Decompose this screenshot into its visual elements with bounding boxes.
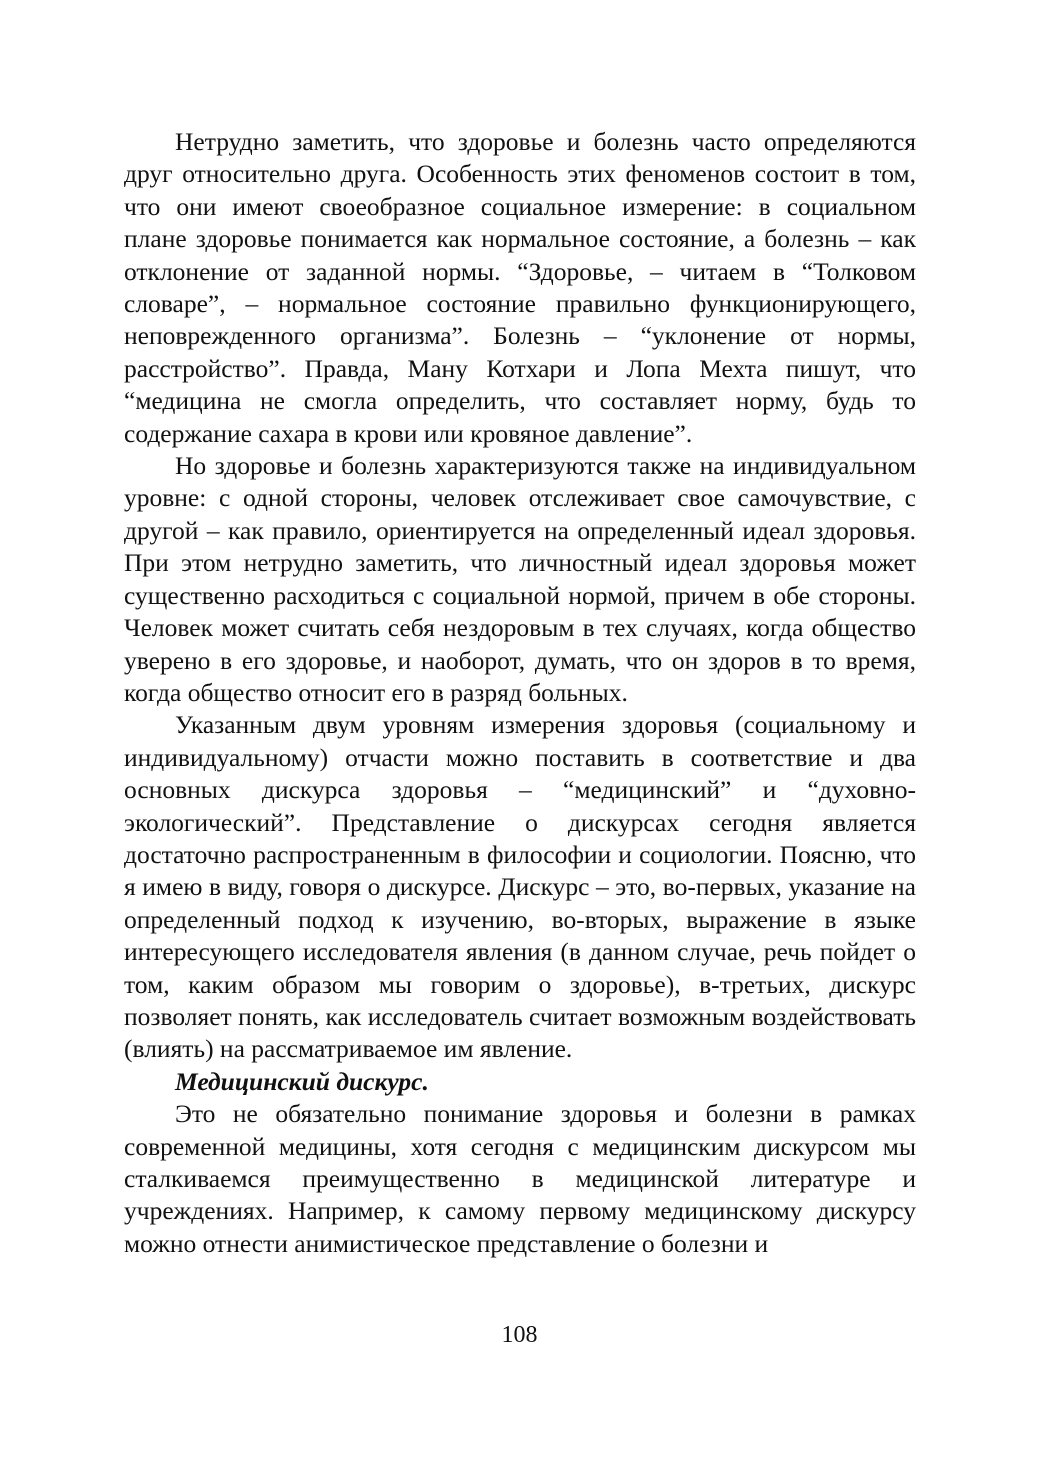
paragraph: Это не обязательно понимание здоровья и болезни в рамках современной медицины, хотя сегодня с медицинским дискурсом мы сталкиваемся преимущественно в медицинской литературе и учреждениях. Например, к самому первому медицинскому дискурсу можно отнести анимистическое представление о болезни и	[124, 1099, 916, 1258]
page-number: 108	[501, 1322, 538, 1348]
section-heading: Медицинский дискурс.	[175, 1066, 429, 1096]
page-body	[124, 126, 916, 1260]
paragraph: Но здоровье и болезнь характеризуются также на индивидуальном уровне: с одной стороны, человек отслеживает свое самочувствие, с другой – как правило, ориентируется на определенный идеал здоровья. При этом нетрудно заметить, что личностный идеал здоровья может существенно расходиться с социальной нормой, причем в обе стороны. Человек может считать себя нездоровым в тех случаях, когда общество уверено в его здоровье, и наоборот, думать, что он здоров в то время, когда общество относит его в разряд больных.	[124, 451, 916, 707]
paragraph: Нетрудно заметить, что здоровье и болезнь часто определяются друг относительно друга. Особенность этих феноменов состоит в том, что они имеют своеобразное социальное измерение: в социальном плане здоровье понимается как нормальное состояние, а болезнь – как отклонение от заданной нормы. “Здоровье, – читаем в “Толковом словаре”, – нормальное состояние правильно функционирующего, неповрежденного организма”. Болезнь – “уклонение от нормы, расстройство”. Правда, Ману Котхари и Лопа Мехта пишут, что “медицина не смогла определить, что составляет норму, будь то содержание сахара в крови или кровяное давление”.	[124, 127, 916, 448]
paragraph: Указанным двум уровням измерения здоровья (социальному и индивидуальному) отчасти можно поставить в соответствие и два основных дискурса здоровья – “медицинский” и “духовно-экологический”. Представление о дискурсах сегодня является достаточно распространенным в философии и социологии. Поясню, что я имею в виду, говоря о дискурсе. Дискурс – это, во-первых, указание на определенный подход к изучению, во-вторых, выражение в языке интересующего исследователя явления (в данном случае, речь пойдет о том, каким образом мы говорим о здоровье), в-третьих, дискурс позволяет понять, как исследователь считает возможным воздействовать (влиять) на рассматриваемое им явление.	[124, 710, 916, 1064]
